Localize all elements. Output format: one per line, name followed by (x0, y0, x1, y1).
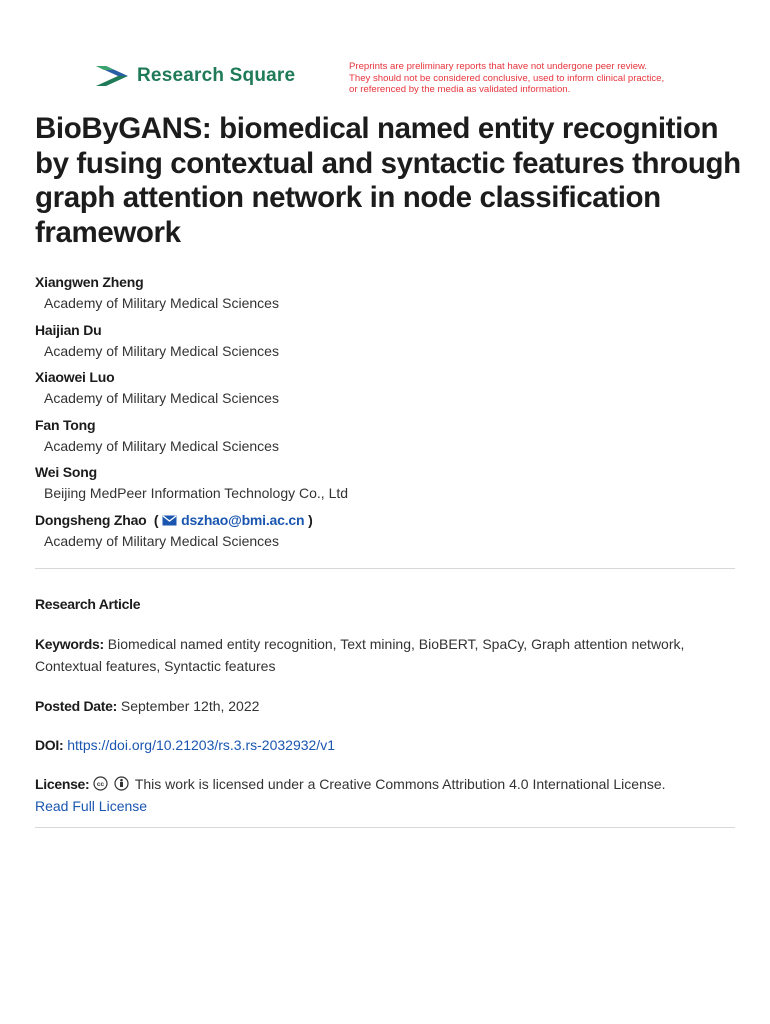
preprint-disclaimer (349, 61, 709, 96)
author-name: Haijian Du (35, 321, 102, 338)
posted-date-row (35, 695, 735, 717)
author-entry (35, 272, 735, 320)
disclaimer-line: or referenced by the media as validated information. (349, 84, 571, 96)
author-affiliation: Academy of Military Medical Sciences (44, 437, 279, 454)
article-type (35, 593, 735, 615)
author-affiliation: Academy of Military Medical Sciences (44, 532, 279, 549)
author-entry (35, 462, 735, 510)
author-entry (35, 367, 735, 415)
author-affiliation: Academy of Military Medical Sciences (44, 390, 279, 406)
keywords-label: Keywords: (35, 636, 104, 652)
author-affiliation: Academy of Military Medical Sciences (44, 295, 279, 311)
cc-icon (93, 776, 108, 791)
author-name: Wei Song (35, 464, 97, 480)
author-email-link[interactable] (162, 512, 308, 528)
doi-row (35, 734, 735, 756)
author-entry (35, 320, 735, 368)
article-type-label: Research Article (35, 596, 141, 612)
email-open-paren: ( (150, 511, 159, 528)
author-affiliation: Academy of Military Medical Sciences (44, 342, 279, 359)
section-divider (35, 568, 735, 569)
section-divider (35, 827, 735, 828)
author-entry (35, 510, 735, 558)
email-close-paren: ) (308, 511, 313, 528)
read-full-license-link[interactable]: Read Full License (35, 798, 148, 814)
license-text: This work is licensed under a Creative Commons Attribution 4.0 International License. (134, 776, 666, 792)
author-name: Dongsheng Zhao (35, 511, 147, 528)
posted-date-label: Posted Date: (35, 698, 117, 714)
by-icon (114, 776, 129, 791)
author-affiliation: Beijing MedPeer Information Technology Co., Ltd (44, 485, 349, 501)
logo-text: Research Square (137, 65, 296, 86)
corresponding-author (35, 510, 735, 530)
author-list (35, 272, 735, 557)
svg-text:cc: cc (97, 781, 105, 788)
research-square-logo[interactable] (94, 62, 295, 90)
research-square-logo-icon (94, 62, 130, 90)
mail-icon (162, 515, 177, 526)
author-name: Xiangwen Zheng (35, 274, 144, 290)
keywords-value: Biomedical named entity recognition, Text mining, BioBERT, SpaCy, Graph attention network, Contextual features, Syntactic features (35, 636, 685, 674)
email-text: dszhao@bmi.ac.cn (181, 511, 305, 528)
author-name: Xiaowei Luo (35, 369, 115, 385)
disclaimer-line: Preprints are preliminary reports that have not undergone peer review. (349, 61, 648, 72)
posted-date-value: September 12th, 2022 (120, 698, 260, 714)
author-name: Fan Tong (35, 416, 96, 433)
keywords-row (35, 633, 735, 677)
paper-title: BioByGANS: biomedical named entity recognition by fusing contextual and syntactic features through graph attention network in node classification framework (35, 112, 741, 249)
doi-link[interactable]: https://doi.org/10.21203/rs.3.rs-2032932/v1 (67, 737, 335, 753)
disclaimer-line: They should not be considered conclusive, used to inform clinical practice, (349, 72, 665, 84)
doi-label: DOI: (35, 737, 64, 753)
author-entry (35, 415, 735, 463)
license-row (35, 773, 735, 817)
license-label: License: (35, 776, 90, 792)
